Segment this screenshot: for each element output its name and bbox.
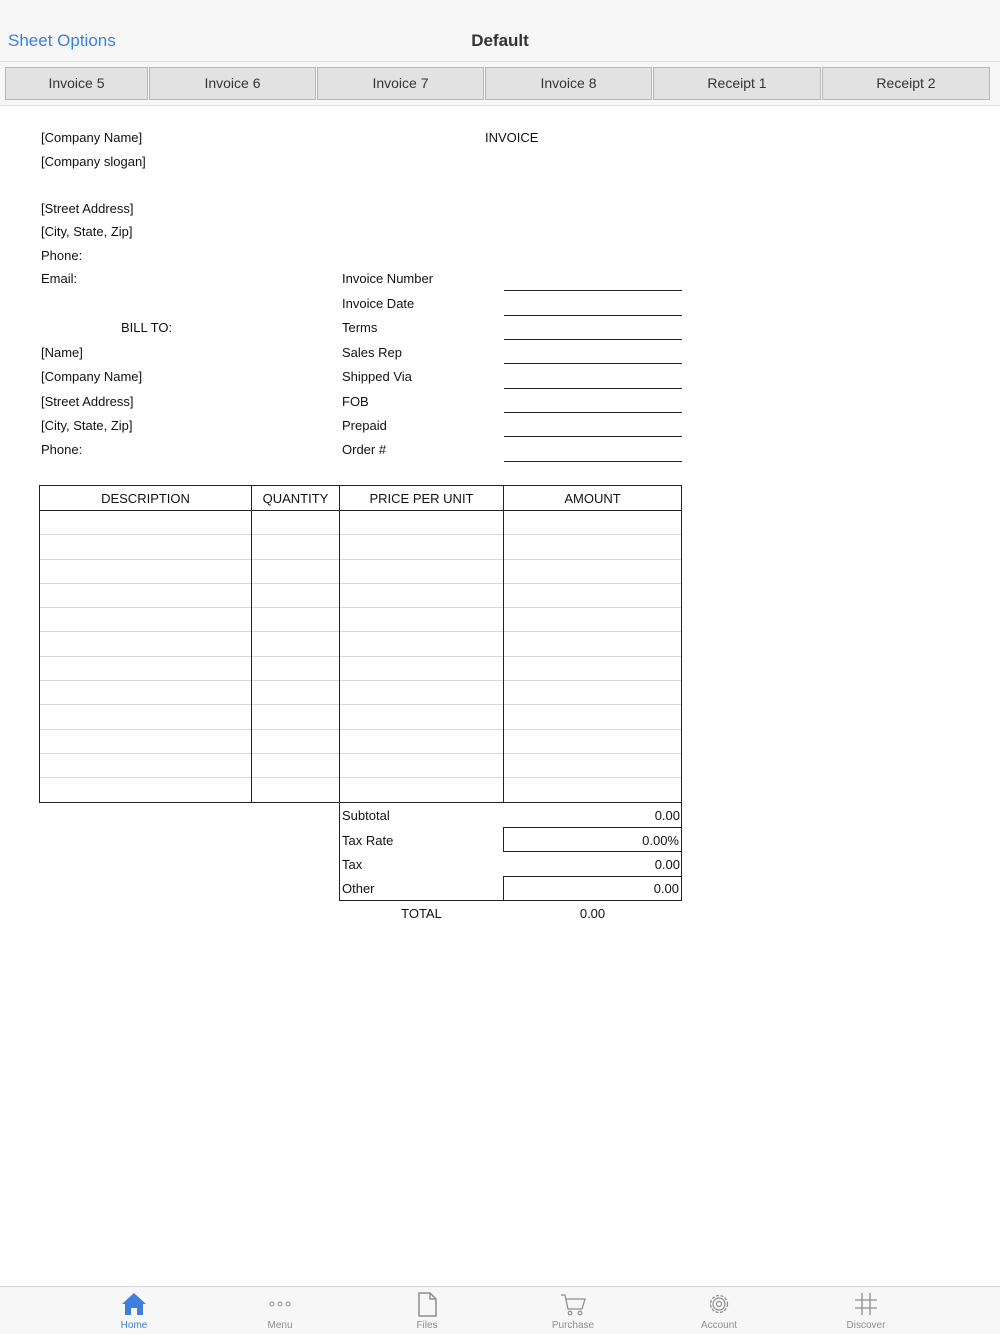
quantity-header[interactable]: QUANTITY (262, 491, 329, 506)
table-cell[interactable] (252, 535, 339, 559)
invoice-date-label[interactable]: Invoice Date (342, 296, 415, 311)
bill-to-phone-cell[interactable]: Phone: (41, 442, 83, 457)
order-number-field[interactable] (504, 461, 682, 462)
table-cell[interactable] (252, 705, 339, 729)
table-cell[interactable] (252, 584, 339, 608)
table-cell[interactable] (504, 681, 681, 705)
tabbar-label: Menu (267, 1320, 293, 1331)
tax-rate-label[interactable]: Tax Rate (342, 833, 394, 848)
table-cell[interactable] (504, 657, 681, 681)
company-email-cell[interactable]: Email: (41, 271, 78, 286)
table-cell[interactable] (40, 754, 251, 778)
table-header-border (39, 510, 682, 511)
table-cell[interactable] (504, 633, 681, 657)
sheet-options-button[interactable]: Sheet Options (8, 31, 116, 50)
tabbar-home[interactable] (84, 1287, 184, 1334)
table-cell[interactable] (40, 705, 251, 729)
tax-value[interactable]: 0.00 (654, 857, 680, 872)
tab-invoice-6[interactable]: Invoice 6 (149, 67, 316, 100)
tabbar-discover[interactable] (816, 1287, 916, 1334)
sales-rep-field[interactable] (504, 363, 682, 364)
table-bottom-border (39, 802, 682, 803)
sales-rep-label[interactable]: Sales Rep (342, 345, 402, 360)
tax-rate-value[interactable]: 0.00% (642, 833, 679, 848)
table-cell[interactable] (40, 560, 251, 584)
grid-icon (852, 1291, 880, 1317)
table-cell[interactable] (252, 657, 339, 681)
navigation-bar (0, 0, 1000, 62)
table-cell[interactable] (340, 560, 503, 584)
table-cell[interactable] (340, 608, 503, 632)
table-cell[interactable] (504, 705, 681, 729)
bottom-tab-bar (0, 1286, 1000, 1334)
table-cell[interactable] (340, 730, 503, 754)
tabbar-label: Home (120, 1320, 148, 1331)
file-icon (413, 1291, 441, 1317)
sheet-tabs (0, 62, 1000, 106)
table-cell[interactable] (340, 657, 503, 681)
description-header[interactable]: DESCRIPTION (101, 491, 190, 506)
tabbar-label: Files (416, 1320, 438, 1331)
gear-icon (705, 1291, 733, 1317)
table-cell[interactable] (340, 535, 503, 559)
bill-to-street-cell[interactable]: [Street Address] (41, 394, 134, 409)
other-label[interactable]: Other (342, 881, 375, 896)
tabbar-account[interactable] (669, 1287, 769, 1334)
invoice-number-label[interactable]: Invoice Number (342, 271, 434, 286)
table-cell[interactable] (40, 681, 251, 705)
table-cell[interactable] (340, 584, 503, 608)
tab-invoice-5[interactable]: Invoice 5 (5, 67, 148, 100)
table-cell[interactable] (504, 511, 681, 535)
bill-to-name-cell[interactable]: [Name] (41, 345, 83, 360)
table-cell[interactable] (504, 560, 681, 584)
totals-bottom-border (339, 900, 504, 901)
tab-invoice-8[interactable]: Invoice 8 (485, 67, 652, 100)
table-cell[interactable] (40, 730, 251, 754)
company-city-cell[interactable]: [City, State, Zip] (41, 224, 133, 239)
company-slogan-cell[interactable]: [Company slogan] (41, 154, 146, 169)
tab-receipt-1[interactable]: Receipt 1 (653, 67, 821, 100)
table-cell[interactable] (340, 633, 503, 657)
invoice-date-field[interactable] (504, 315, 682, 316)
table-cell[interactable] (40, 608, 251, 632)
table-cell[interactable] (40, 633, 251, 657)
shipped-via-field[interactable] (504, 388, 682, 389)
tax-label[interactable]: Tax (342, 857, 363, 872)
table-cell[interactable] (340, 511, 503, 535)
table-top-border (39, 485, 682, 486)
more-icon (266, 1291, 294, 1317)
tab-invoice-7[interactable]: Invoice 7 (317, 67, 484, 100)
table-cell[interactable] (504, 730, 681, 754)
column-divider (503, 485, 504, 803)
other-value[interactable]: 0.00 (653, 881, 679, 896)
total-value[interactable]: 0.00 (579, 906, 606, 921)
tabbar-label: Account (700, 1320, 738, 1331)
company-street-cell[interactable]: [Street Address] (41, 201, 134, 216)
table-cell[interactable] (40, 778, 251, 802)
terms-field[interactable] (504, 339, 682, 340)
fob-label[interactable]: FOB (342, 394, 369, 409)
table-cell[interactable] (252, 730, 339, 754)
subtotal-value[interactable]: 0.00 (654, 808, 680, 823)
bill-to-heading[interactable]: BILL TO: (121, 320, 173, 335)
subtotal-label[interactable]: Subtotal (342, 808, 390, 823)
tabbar-files[interactable] (377, 1287, 477, 1334)
tabbar-menu[interactable] (230, 1287, 330, 1334)
order-number-label[interactable]: Order # (342, 442, 387, 457)
table-cell[interactable] (504, 584, 681, 608)
table-cell[interactable] (40, 511, 251, 535)
table-cell[interactable] (40, 657, 251, 681)
company-name-cell[interactable]: [Company Name] (41, 130, 143, 145)
column-divider (251, 485, 252, 803)
table-cell[interactable] (504, 778, 681, 802)
invoice-title-cell[interactable]: INVOICE (485, 130, 539, 145)
table-cell[interactable] (252, 633, 339, 657)
table-cell[interactable] (252, 560, 339, 584)
column-divider (339, 485, 340, 901)
tab-receipt-2[interactable]: Receipt 2 (822, 67, 990, 100)
home-icon (120, 1291, 148, 1317)
prepaid-field[interactable] (504, 436, 682, 437)
table-cell[interactable] (340, 705, 503, 729)
table-cell[interactable] (252, 511, 339, 535)
bill-to-city-cell[interactable]: [City, State, Zip] (41, 418, 133, 433)
page-title: Default (471, 31, 529, 50)
table-cell[interactable] (40, 584, 251, 608)
terms-label[interactable]: Terms (342, 320, 378, 335)
cart-icon (559, 1291, 587, 1317)
table-cell[interactable] (252, 754, 339, 778)
tabbar-label: Purchase (551, 1320, 595, 1331)
fob-field[interactable] (504, 412, 682, 413)
price-per-unit-header[interactable]: PRICE PER UNIT (369, 491, 474, 506)
bill-to-company-cell[interactable]: [Company Name] (41, 369, 143, 384)
invoice-number-field[interactable] (504, 290, 682, 291)
table-left-border (39, 485, 40, 803)
table-cell[interactable] (252, 778, 339, 802)
table-cell[interactable] (340, 778, 503, 802)
tabbar-purchase[interactable] (523, 1287, 623, 1334)
table-cell[interactable] (340, 754, 503, 778)
total-label[interactable]: TOTAL (401, 906, 442, 921)
table-cell[interactable] (40, 535, 251, 559)
amount-header[interactable]: AMOUNT (564, 491, 621, 506)
tabbar-label: Discover (846, 1320, 886, 1331)
table-cell[interactable] (340, 681, 503, 705)
table-cell[interactable] (252, 681, 339, 705)
prepaid-label[interactable]: Prepaid (342, 418, 387, 433)
table-cell[interactable] (504, 535, 681, 559)
table-cell[interactable] (252, 608, 339, 632)
table-cell[interactable] (504, 754, 681, 778)
table-cell[interactable] (504, 608, 681, 632)
shipped-via-label[interactable]: Shipped Via (342, 369, 412, 384)
company-phone-cell[interactable]: Phone: (41, 248, 83, 263)
